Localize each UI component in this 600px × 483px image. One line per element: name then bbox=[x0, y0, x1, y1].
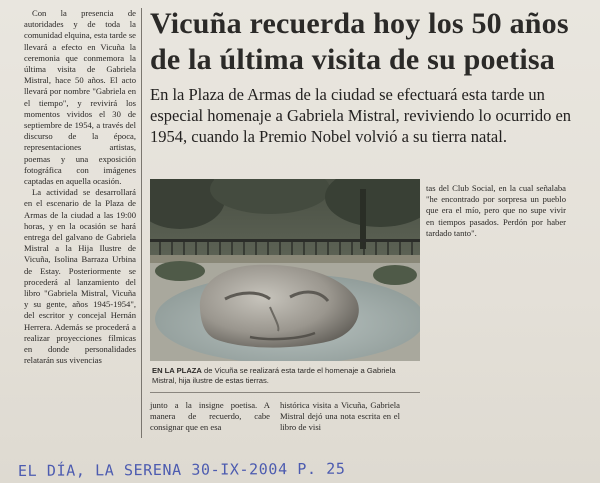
caption-rule bbox=[150, 392, 420, 393]
plaza-sculpture-photo-icon bbox=[150, 179, 420, 361]
bottom-column-1: junto a la insigne poetisa. A manera de recuerdo, cabe consignar que en esa bbox=[150, 400, 270, 433]
plaza-photo bbox=[150, 179, 420, 361]
left-paragraph: Con la presencia de autoridades y de toda la comunidad elquina, esta tarde se llevará a efecto en Vicuña la ceremonia que conmemora la última visita de Gabriela Mistral, hace 50 años. El acto llevará por nombre "Gabriela en el tiempo", y revivirá los momentos vividos el 30 de septiembre de 1954, a través del discurso de la época, representaciones artistas, poemas y una exposición fotográfica con imágenes captadas en aquella ocasión. bbox=[24, 8, 136, 187]
caption-lead: EN LA PLAZA bbox=[152, 366, 202, 375]
right-column: tas del Club Social, en la cual señalaba "he encontrado por sorpresa un pueblo que era el mío, pero que no supe vivir en tiempos pasados. Perdón por haber tardado tanto". bbox=[426, 183, 566, 238]
lede: En la Plaza de Armas de la ciudad se efectuará esta tarde un especial homenaje a Gabriela Mistral, reviviendo lo ocurrido en 1954, cuando la Premio Nobel volvió a su tierra natal. bbox=[150, 85, 572, 146]
bottom-column-2: histórica visita a Vicuña, Gabriela Mistral dejó una nota escrita en el libro de visi bbox=[280, 400, 400, 433]
caption-text: de Vicuña se realizará esta tarde el homenaje a Gabriela Mistral, hija ilustre de estas tierras. bbox=[152, 366, 396, 385]
headline: Vicuña recuerda hoy los 50 años de la última visita de su poetisa bbox=[150, 7, 569, 76]
photo-caption bbox=[152, 366, 414, 386]
column-divider bbox=[141, 8, 142, 438]
left-paragraph: La actividad se desarrollará en el escenario de la Plaza de Armas de la ciudad a las 19:00 horas, y en la ocasión se hará entrega del galvano de Gabriela Mistral a la Hija Ilustre de Vicuña, Isolina Barraza Urbina de Estay. Posteriormente se procederá al lanzamiento del libro "Gabriela Mistral, Vicuña y su gente, años 1945-1954", del escritor y concejal Hernán Herrera. Además se procederá a realizar proyecciones fílmicas en donde personalidades relatarán sus vivencias bbox=[24, 187, 136, 366]
handwritten-source-note: EL DÍA, LA SERENA 30-IX-2004 P. 25 bbox=[17, 459, 346, 480]
left-column bbox=[24, 8, 136, 367]
